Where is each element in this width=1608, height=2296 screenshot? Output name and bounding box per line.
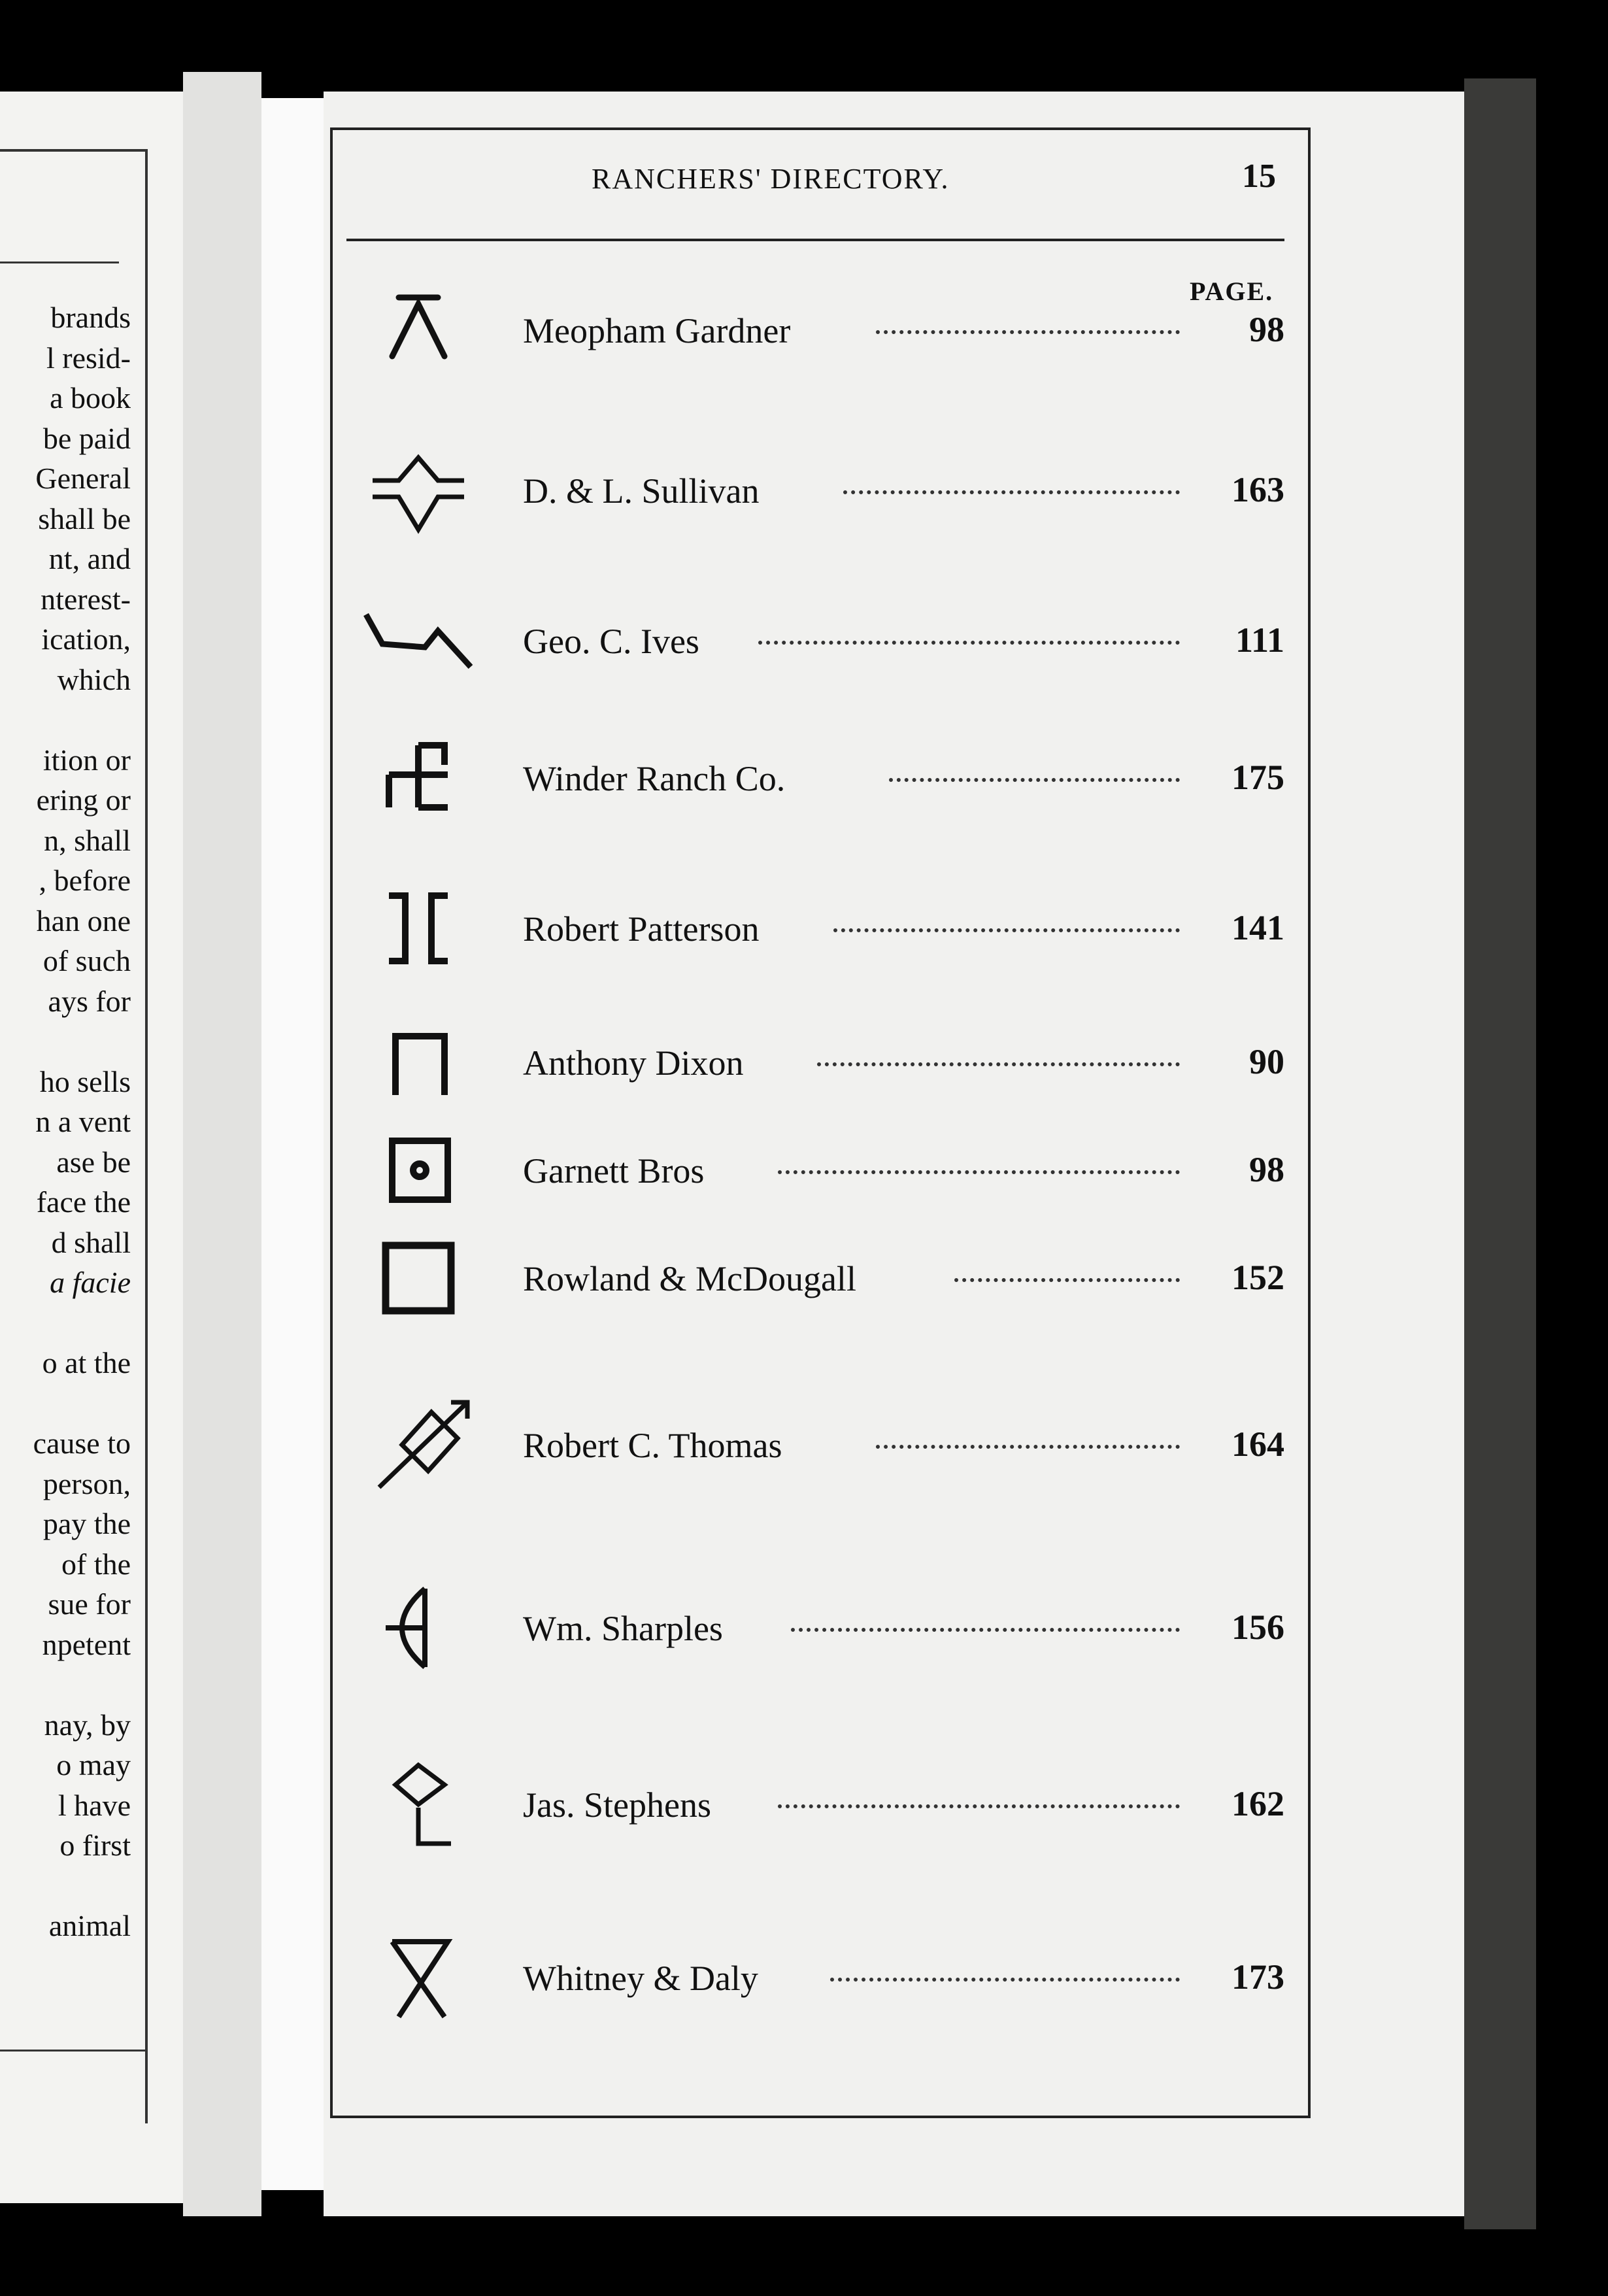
page-reference: 164 (1231, 1425, 1284, 1464)
page-reference: 175 (1231, 758, 1284, 797)
page-reference: 156 (1231, 1608, 1284, 1647)
curved-lines-brand-icon (353, 445, 484, 536)
leader-dots (830, 1978, 1180, 1982)
bow-brand-icon (353, 1582, 484, 1674)
directory-entry (327, 1932, 1294, 2023)
facing-page-rule-bottom (0, 2050, 145, 2051)
rancher-name: Wm. Sharples (523, 1609, 723, 1648)
bracket-pair-brand-icon (353, 883, 484, 974)
facing-page-line: animal (48, 1909, 131, 1942)
directory-entry (327, 1582, 1294, 1674)
page-gutter (261, 98, 327, 2190)
page-reference: 98 (1249, 310, 1284, 349)
leader-dots (876, 1445, 1180, 1449)
leader-dots (778, 1804, 1180, 1808)
page-reference: 173 (1231, 1957, 1284, 1997)
facing-page-line: cause to (33, 1427, 131, 1460)
facing-page-line: ase be (56, 1145, 131, 1179)
rancher-name: Robert C. Thomas (523, 1426, 782, 1465)
facing-page-border (0, 149, 145, 152)
page-reference: 111 (1235, 620, 1284, 660)
directory-entry (327, 595, 1294, 686)
header-rule (346, 239, 1284, 241)
rancher-name: Garnett Bros (523, 1151, 705, 1190)
rancher-name: D. & L. Sullivan (523, 471, 760, 511)
box-dot-brand-icon (353, 1124, 484, 1216)
facing-page-line: face the (36, 1185, 131, 1219)
facing-page-line: be paid (42, 421, 131, 455)
facing-page-line: n a vent (35, 1105, 131, 1138)
facing-page-line: han one (36, 903, 131, 937)
facing-page-line: o at the (42, 1346, 131, 1379)
facing-page-line: a facie (50, 1266, 131, 1299)
leader-dots (954, 1278, 1180, 1282)
page-number: 15 (1242, 158, 1276, 195)
facing-page-line: npetent (42, 1627, 131, 1661)
page-reference: 152 (1231, 1258, 1284, 1297)
page-reference: 162 (1231, 1784, 1284, 1823)
facing-page-line: l resid- (46, 341, 131, 375)
directory-entry (327, 284, 1294, 376)
directory-entry (327, 732, 1294, 824)
rancher-name: Anthony Dixon (523, 1043, 744, 1083)
facing-page-line: brands (50, 301, 131, 334)
rancher-name: Geo. C. Ives (523, 622, 699, 661)
facing-page-line: nt, and (48, 542, 131, 575)
page-column-label: PAGE. (1190, 277, 1274, 306)
facing-page-line: of such (42, 944, 131, 977)
diamond-l-brand-icon (353, 1759, 484, 1850)
inverted-v-bar-brand-icon (353, 284, 484, 376)
facing-page-line: sue for (48, 1587, 131, 1621)
page-reference: 141 (1231, 908, 1284, 947)
rancher-name: Rowland & McDougall (523, 1259, 856, 1298)
leader-dots (889, 778, 1180, 782)
leader-dots (876, 330, 1180, 334)
leader-dots (791, 1628, 1180, 1632)
running-header: RANCHERS' DIRECTORY. (592, 163, 950, 195)
facing-page-line: person, (42, 1466, 131, 1500)
rancher-name: Whitney & Daly (523, 1959, 758, 1998)
leader-dots (843, 490, 1180, 494)
directory-entry (327, 445, 1294, 536)
open-box-brand-icon (353, 1017, 484, 1108)
rancher-name: Jas. Stephens (523, 1785, 711, 1825)
facing-page-line: d shall (51, 1225, 131, 1259)
rancher-name: Winder Ranch Co. (523, 759, 786, 798)
leader-dots (778, 1170, 1180, 1174)
facing-page-border-right (145, 149, 148, 2123)
square-brand-icon (353, 1232, 484, 1324)
facing-page-line: o first (59, 1829, 131, 1862)
leader-dots (817, 1062, 1180, 1066)
facing-page-line: of the (61, 1547, 131, 1581)
lazy-s-brand-icon (353, 595, 484, 686)
facing-page-line: ho sells (39, 1064, 131, 1098)
directory-entry (327, 1017, 1294, 1108)
page-reference: 98 (1249, 1150, 1284, 1189)
leader-dots (758, 641, 1180, 645)
facing-page-line: nay, by (44, 1708, 131, 1742)
facing-page-line: ering or (36, 783, 131, 817)
facing-page-line: n, shall (44, 823, 131, 857)
rancher-name: Meopham Gardner (523, 311, 791, 350)
page-reference: 90 (1249, 1042, 1284, 1081)
facing-page-line: ication, (41, 622, 131, 656)
facing-page-line: ition or (42, 743, 131, 777)
page-reference: 163 (1231, 470, 1284, 509)
facing-page-line: l have (58, 1788, 131, 1822)
facing-page-line: which (57, 662, 131, 696)
directory-entry (327, 1759, 1294, 1850)
directory-entry (327, 1124, 1294, 1216)
facing-page-line: pay the (42, 1507, 131, 1540)
book-spine (183, 72, 261, 2216)
facing-page-line: a book (50, 381, 131, 414)
leader-dots (833, 928, 1180, 932)
directory-entry (327, 1232, 1294, 1324)
facing-page-rule (0, 262, 119, 263)
facing-page-line: ays for (48, 984, 131, 1018)
page-edge (1464, 78, 1536, 2229)
facing-page-line: o may (56, 1748, 131, 1781)
diamond-arrow-brand-icon (353, 1399, 484, 1491)
rancher-name: Robert Patterson (523, 909, 760, 949)
facing-page-line: shall be (38, 501, 131, 535)
facing-page-line: nterest- (41, 582, 131, 616)
hourglass-x-brand-icon (353, 1932, 484, 2023)
directory-entry (327, 1399, 1294, 1491)
facing-page-line: , before (39, 864, 131, 897)
cross-hooks-brand-icon (353, 732, 484, 824)
facing-page-line: General (35, 462, 131, 495)
directory-entry (327, 883, 1294, 974)
